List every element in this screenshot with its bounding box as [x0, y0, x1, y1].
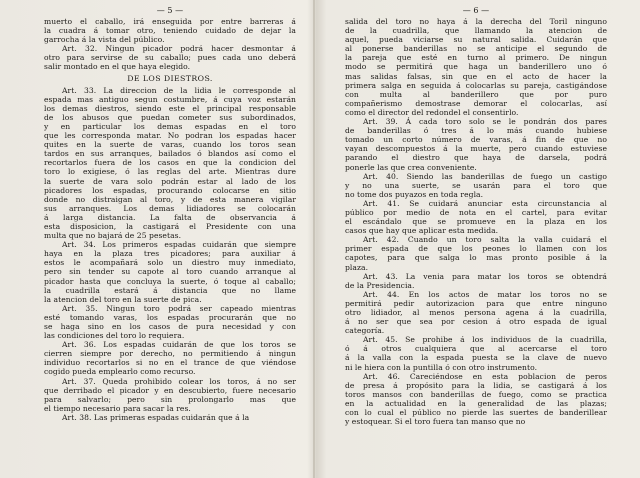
text-line: garrocha á la vista del público.: [44, 35, 165, 45]
text-line: de la cuadrilla, que llamando la atencion de: [345, 26, 607, 36]
text-line: Art. 39. Á cada toro solo se le pondrán dos pares: [363, 117, 607, 127]
text-line: como el director del redondel el consentirlo.: [345, 107, 519, 117]
text-line: y en particular los demas espadas en el toro: [44, 121, 296, 131]
text-line: de banderillas ó tres á lo más cuando hubiese: [345, 126, 607, 136]
text-line: Art. 41. Se cuidará anunciar esta circunstancia al: [363, 198, 607, 208]
text-line: modo se permitirá que haga un banderillero uno ó: [345, 62, 607, 72]
text-line: la atencion del toro en la suerte de pica.: [44, 294, 202, 304]
text-line: Art. 42. Cuando un toro salta la valla cuidará el: [363, 235, 607, 245]
text-line: á la valla con la espada puesta se la clave de nuevo: [345, 353, 607, 363]
right-page: [345, 6, 607, 476]
text-line: muerto el caballo, irá enseguida por entre barreras á: [44, 17, 296, 26]
text-line: salir montado en el que haya elegido.: [44, 62, 191, 72]
text-line: ni le hiera con la puntilla ó con otro instrumento.: [345, 362, 538, 372]
text-line: esta disposicion, la castigará el Presidente con una: [44, 221, 296, 231]
text-line: parando el diestro que haya de darsela, podrá: [345, 153, 607, 163]
text-line: otro para servirse de su caballo; pues cada uno deberá: [44, 53, 296, 63]
text-line: haya en la plaza tres picadores; para auxiliar á: [44, 249, 296, 259]
text-line: individuo recortarlos si no en el trance de que viéndose: [44, 358, 296, 368]
text-line: el escándalo que se promueve en la plaza en los: [345, 217, 607, 227]
page-number-right: — 6 —: [462, 6, 490, 15]
text-line: estos le acompañará solo un diestro muy inmediato,: [44, 258, 296, 268]
text-line: con lo cual el público no pierde las suertes de banderillear: [345, 408, 607, 418]
text-line: aquel, pueda viciarse su natural salida. Cuidarán que: [345, 35, 607, 45]
text-line: Art. 45. Se prohibe á los individuos de la cuadrilla,: [363, 335, 607, 345]
text-line: que derribado el picador y en descubierto, fuere necesario: [44, 385, 296, 395]
text-line: cierren siempre por derecho, no permitiendo á ningun: [44, 349, 296, 359]
text-line: la cuadrilla estará á distancia que no llame: [44, 285, 296, 295]
text-line: de los abusos que puedan cometer sus subordinados,: [44, 112, 296, 122]
text-line: el tiempo necesario para sacar la res.: [44, 403, 191, 413]
text-line: al ponerse banderillas no se anticipe el segundo de: [345, 44, 607, 54]
text-line: esté tomando varas, los espadas procurarán que no: [44, 312, 296, 322]
text-line: sus arranques. Los demas lidiadores se colocarán: [44, 203, 296, 213]
left-page: [44, 6, 296, 476]
text-line: otro lidiador, al menos persona agena á la cuadrilla,: [345, 308, 607, 317]
text-line: cogido pueda emplearlo como recurso.: [44, 367, 196, 377]
text-line: de presa á propósito para la lidia, se castigará á los: [345, 380, 607, 390]
right-page-text: [345, 17, 607, 426]
text-line: tardos en sus arranques, bailados ó blandos así como el: [44, 149, 296, 159]
text-line: vayan descompuestos á la muerte, pero cuando estuviese: [345, 144, 607, 154]
text-line: Art. 33. La direccion de la lidia le corresponde al: [62, 85, 296, 95]
text-line: que les corresponda matar. No podran los espadas hacer: [44, 131, 296, 141]
section-heading: DE LOS DIESTROS.: [127, 73, 213, 83]
text-line: Art. 46. Careciéndose en esta poblacion de peros: [363, 371, 607, 381]
text-line: toros mansos con banderillas de fuego, como se practica: [345, 389, 607, 399]
text-line: la pareja que esté en turno al primero. De ningun: [345, 53, 607, 63]
text-line: picador hasta que concluya la suerte, ó toque al caballo;: [44, 276, 296, 286]
text-line: primera salga en seguida á colocarlas su pareja, castigándose: [345, 80, 607, 90]
text-line: plaza.: [345, 262, 369, 272]
text-line: quites en la suerte de varas, cuando los toros sean: [44, 140, 296, 150]
text-line: salida del toro no haya á la derecha del Toril ninguno: [345, 17, 607, 26]
text-line: los demas diestros, siendo este el principal responsable: [44, 103, 296, 113]
text-line: multa que no bajará de 25 pesetas.: [44, 231, 182, 241]
left-page-text-bottom: [44, 86, 296, 422]
text-line: mas salidas falsas, sin que en el acto de hacer la: [345, 71, 607, 81]
text-line: picadores los espadas, procurando colocarse en sitio: [44, 185, 296, 195]
book-gutter: [313, 0, 315, 478]
text-line: tomado un corto número de varas, á fin de que no: [345, 135, 607, 145]
text-line: Art. 43. La venia para matar los toros se obtendrá: [363, 271, 607, 281]
text-line: á no ser que sea por cesion á otro espada de igual: [345, 317, 607, 327]
text-line: se haga sino en los casos de pura necesidad y con: [44, 322, 296, 331]
page-number-left: — 5 —: [156, 6, 184, 15]
text-line: para salvarlo; pero sin prolongarlo mas que: [44, 394, 296, 404]
left-page-text-top: [44, 17, 296, 72]
text-line: Art. 40. Siendo las banderillas de fuego un castigo: [363, 171, 607, 181]
text-line: ó á otros cualquiera que al acercarse el toro: [345, 344, 607, 354]
text-line: y estoquear. Si el toro fuera tan manso que no: [345, 417, 526, 427]
text-line: recortarlos fuera de los casos en que la condicion del: [44, 158, 296, 168]
text-line: casos que hay que aplicar esta medida.: [345, 226, 499, 236]
text-line: permitirá pedir autorizacion para que entre ninguno: [345, 298, 607, 308]
text-line: no tome dos puyazos en toda regla.: [345, 189, 484, 199]
text-line: ponerle las que crea conveniente.: [345, 162, 477, 172]
text-line: compañerismo demostrase demorar el colocarlas, así: [345, 98, 607, 108]
text-line: en la actualidad en la generalidad de las plazas;: [345, 398, 607, 408]
text-line: la suerte de vara solo podrán estar al lado de los: [44, 176, 296, 186]
text-line: y no una suerte, se usarán para el toro que: [345, 180, 607, 190]
text-line: las condiciones del toro lo requiera.: [44, 331, 185, 341]
text-line: con multa al banderillero que por puro: [345, 89, 607, 99]
text-line: toro lo exigiese, ó las reglas del arte. Mientras dure: [44, 167, 296, 177]
text-line: Art. 32. Ningun picador podrá hacer desmontar á: [62, 44, 296, 54]
text-line: de la Presidencia.: [345, 280, 415, 290]
text-line: pero sin tender su capote al toro cuando arranque al: [44, 267, 296, 277]
text-line: Art. 35. Ningun toro podrá ser capeado mientras: [62, 303, 296, 313]
text-line: capotes, para que salga lo mas pronto posible á la: [345, 253, 607, 263]
text-line: la cuadra á tomar otro, teniendo cuidado de dejar la: [44, 26, 296, 36]
text-line: Art. 34. Los primeros espadas cuidarán que siempre: [62, 240, 296, 250]
text-line: Art. 38. Las primeras espadas cuidarán que á la: [62, 412, 250, 422]
text-line: primer espada de que los peones lo llamen con los: [345, 244, 607, 254]
text-line: público por medio de nota en el cartel, para evitar: [345, 207, 607, 217]
text-line: espada mas antiguo segun costumbre, á cuya voz estarán: [44, 94, 296, 104]
text-line: Art. 36. Los espadas cuidarán de que los toros se: [62, 340, 296, 350]
text-line: Art. 44. En los actos de matar los toros no se: [363, 289, 607, 299]
text-line: á larga distancia. La falta de observancia á: [44, 212, 296, 222]
text-line: donde no distraigan al toro, y de esta manera vigilar: [44, 194, 296, 204]
text-line: categoría.: [345, 326, 385, 336]
text-line: Art. 37. Queda prohibido colear los toros, á no ser: [62, 376, 296, 386]
